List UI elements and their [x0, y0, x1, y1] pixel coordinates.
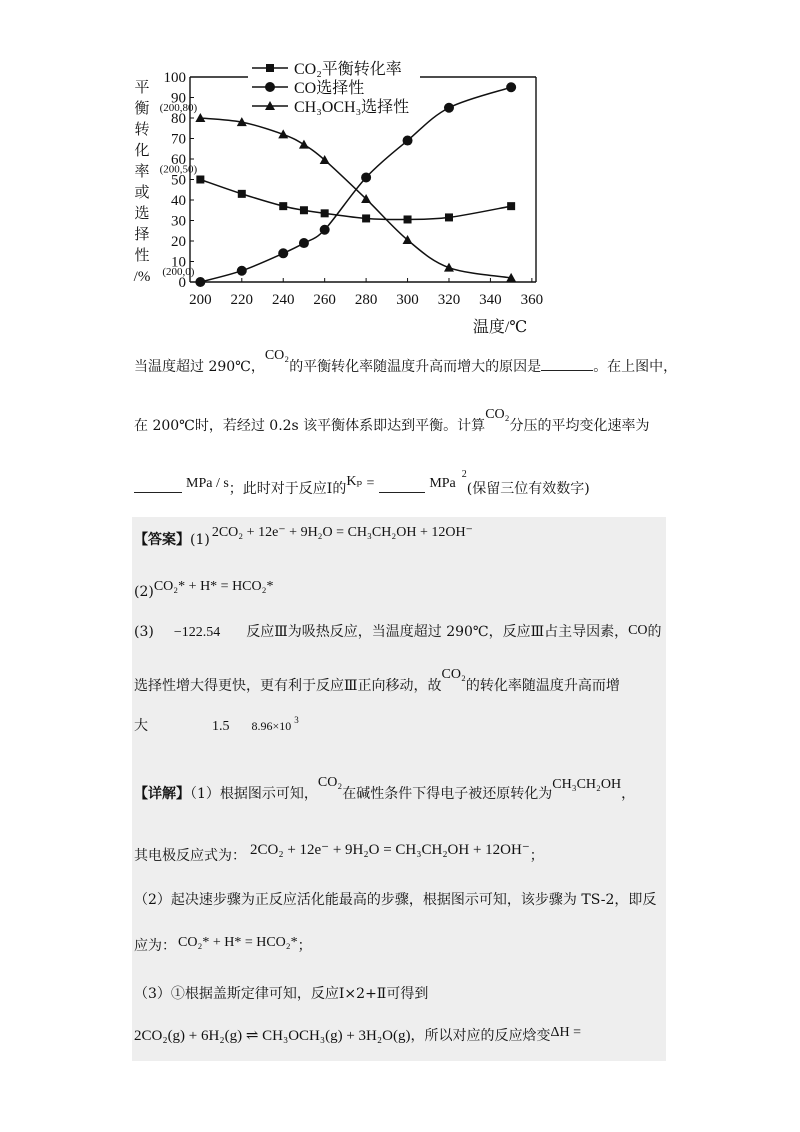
x-tick-label: 360: [520, 292, 544, 308]
data-point-triangle: [444, 263, 454, 272]
x-tick-label: 260: [313, 292, 336, 308]
detail-text-4b: ；: [297, 938, 312, 954]
legend-label: CO选择性: [294, 80, 365, 97]
x-tick-label: 240: [271, 292, 295, 308]
answer-equation-2: CO₂* + H* = HCO₂*: [153, 579, 274, 594]
co2-formula: CO₂: [485, 407, 510, 422]
answer-line-5: [134, 716, 299, 737]
data-point-square: [445, 213, 453, 221]
detail-line-1: [134, 775, 636, 805]
answer-number-2: (2): [134, 584, 154, 600]
answer-text-3e: 大: [134, 718, 148, 734]
answer-text-3c: 选择性增大得更快，更有利于反应Ⅲ正向移动，故: [134, 678, 442, 694]
detail-line-2: [134, 842, 544, 866]
data-point-circle: [444, 103, 454, 113]
detail-equation-1: 2CO₂ + 12e⁻ + 9H₂O = CH₃CH₂OH + 12OH⁻: [250, 842, 530, 858]
chart: [128, 60, 548, 338]
x-tick-label: 340: [479, 292, 502, 308]
data-point-circle: [195, 277, 205, 287]
answer-value-1: −122.54: [173, 625, 221, 640]
detail-text-2a: 其电极反应式为：: [134, 848, 246, 864]
point-annotation: (200,0): [162, 266, 195, 278]
y-axis-label-char: 平: [134, 80, 150, 96]
question-line-3: [134, 469, 590, 501]
y-tick-label: 100: [163, 70, 186, 86]
answer-blank-2[interactable]: [134, 478, 182, 493]
answer-line-4: [134, 667, 620, 697]
y-axis-label-char: 或: [134, 185, 150, 201]
question-line-1: [134, 348, 678, 378]
answer-value-3-exp: 3: [294, 715, 299, 725]
series-line-square: [200, 180, 511, 220]
series-line-triangle: [200, 118, 511, 278]
legend-label: CH₃OCH₃选择性: [294, 99, 410, 116]
ethanol-formula: CH₃CH₂OH: [552, 777, 622, 792]
answer-label: 【答案】: [134, 532, 190, 548]
answer-equation-1: 2CO₂ + 12e⁻ + 9H₂O = CH₃CH₂OH + 12OH⁻: [211, 525, 473, 540]
unit-mpa: MPa: [429, 476, 456, 491]
y-tick-label: 80: [171, 111, 186, 127]
data-point-circle: [361, 172, 371, 182]
legend-label: CO₂平衡转化率: [294, 61, 402, 78]
point-annotation: (200,80): [159, 102, 198, 114]
y-axis-label-char: 率: [134, 164, 150, 180]
answer-text-3b: 的: [647, 624, 662, 640]
y-tick-label: 50: [171, 172, 186, 189]
y-axis-label-char: 选: [134, 206, 150, 222]
data-point-square: [238, 190, 246, 198]
detail-text-3: （2）起决速步骤为正反应活化能最高的步骤，根据图示可知，该步骤为 TS-2，即反: [134, 892, 657, 908]
series-line-circle: [200, 87, 511, 282]
data-point-triangle: [195, 113, 205, 122]
y-axis-label-char: 衡: [134, 101, 150, 117]
data-point-square: [321, 209, 329, 217]
answer-line-3: [134, 622, 662, 643]
detail-text-2b: ；: [529, 848, 544, 864]
answer-value-2: 1.5: [212, 719, 230, 734]
unit-exponent: 2: [461, 469, 467, 480]
q3-text-a: ；此时对于反应Ⅰ的: [228, 481, 347, 497]
answer-blank-3[interactable]: [379, 478, 425, 493]
question-line-2: [134, 407, 650, 437]
data-point-circle: [299, 238, 309, 248]
co-formula: CO: [628, 623, 648, 638]
co2-formula: CO₂: [441, 667, 466, 682]
y-tick-label: 30: [171, 213, 186, 230]
y-tick-label: 10: [171, 254, 186, 271]
data-point-circle: [278, 248, 288, 258]
y-tick-label: 90: [171, 90, 186, 107]
y-axis-label-char: 性: [134, 248, 150, 264]
y-tick-label: 20: [171, 234, 186, 250]
answer-text-3a: 反应Ⅲ为吸热反应，当温度超过 290℃，反应Ⅲ占主导因素，: [246, 624, 629, 640]
q3-text-b: (保留三位有效数字): [466, 481, 590, 497]
detail-equation-2: CO₂* + H* = HCO₂*: [178, 935, 298, 950]
y-axis-label-char: /%: [133, 269, 151, 285]
data-point-circle: [320, 225, 330, 235]
kp-equals: =: [366, 476, 375, 491]
answer-value-3: 8.96×10: [251, 719, 292, 733]
y-tick-label: 70: [171, 131, 186, 148]
data-point-square: [300, 206, 308, 214]
answer-blank-1[interactable]: [541, 356, 593, 371]
q2-text-b: 分压的平均变化速率为: [509, 418, 650, 434]
x-tick-label: 280: [354, 292, 378, 308]
detail-label: 【详解】: [134, 786, 190, 802]
y-tick-label: 60: [171, 152, 186, 168]
x-tick-label: 320: [437, 292, 461, 308]
data-point-square: [196, 176, 204, 184]
data-point-circle: [506, 82, 516, 92]
detail-text-5: （3）①根据盖斯定律可知，反应Ⅰ×2+Ⅱ可得到: [134, 986, 429, 1002]
delta-h-symbol: ΔH =: [550, 1025, 581, 1040]
data-point-triangle: [299, 140, 309, 149]
detail-text-1b: 在碱性条件下得电子被还原转化为: [342, 786, 553, 802]
answer-line-2: [134, 576, 274, 600]
detail-text-1c: ，: [621, 786, 636, 802]
detail-line-6: [134, 1026, 581, 1047]
detail-line-3: [134, 890, 656, 910]
answer-line-1: [134, 525, 473, 551]
answer-text-3d: 的转化率随温度升高而增: [465, 678, 620, 694]
x-axis-label: 温度/℃: [472, 319, 528, 336]
chart-svg: [128, 60, 548, 338]
co2-formula: CO₂: [317, 775, 343, 790]
y-axis-label-char: 转: [134, 122, 150, 138]
x-tick-label: 300: [396, 292, 419, 308]
answer-number-1: (1): [190, 532, 210, 548]
kp-symbol: Kₚ: [346, 474, 363, 489]
q1-text-a: 当温度超过 290℃，: [134, 359, 265, 375]
unit-mpa-per-s: MPa / s: [186, 476, 229, 491]
legend-marker-circle: [265, 82, 275, 92]
data-point-circle: [237, 266, 247, 276]
q1-text-c: 。在上图中，: [593, 359, 678, 375]
answer-number-3: (3): [134, 624, 154, 640]
detail-text-6a: ，所以对应的反应焓变: [410, 1028, 551, 1044]
detail-line-5: [134, 984, 428, 1004]
detail-text-4a: 应为：: [134, 938, 176, 954]
y-tick-label: 40: [171, 193, 186, 209]
x-tick-label: 200: [189, 292, 212, 308]
y-axis-label-char: 化: [134, 143, 150, 159]
detail-equation-3: 2CO₂(g) + 6H₂(g) ⇌ CH₃OCH₃(g) + 3H₂O(g): [134, 1028, 411, 1044]
detail-text-1a: （1）根据图示可知，: [190, 786, 318, 802]
x-tick-label: 220: [230, 292, 254, 308]
legend-marker-square: [266, 64, 274, 72]
data-point-square: [404, 215, 412, 223]
data-point-square: [507, 202, 515, 210]
detail-line-4: [134, 936, 312, 957]
data-point-square: [279, 202, 287, 210]
data-point-square: [362, 214, 370, 222]
y-axis-label-char: 择: [134, 227, 150, 243]
q2-text-a: 在 200℃时，若经过 0.2s 该平衡体系即达到平衡。计算: [134, 418, 486, 434]
data-point-circle: [403, 136, 413, 146]
co2-formula: CO₂: [264, 348, 290, 363]
point-annotation: (200,50): [159, 163, 198, 176]
y-tick-label: 0: [178, 275, 186, 291]
q1-text-b: 的平衡转化率随温度升高而增大的原因是: [289, 359, 542, 375]
